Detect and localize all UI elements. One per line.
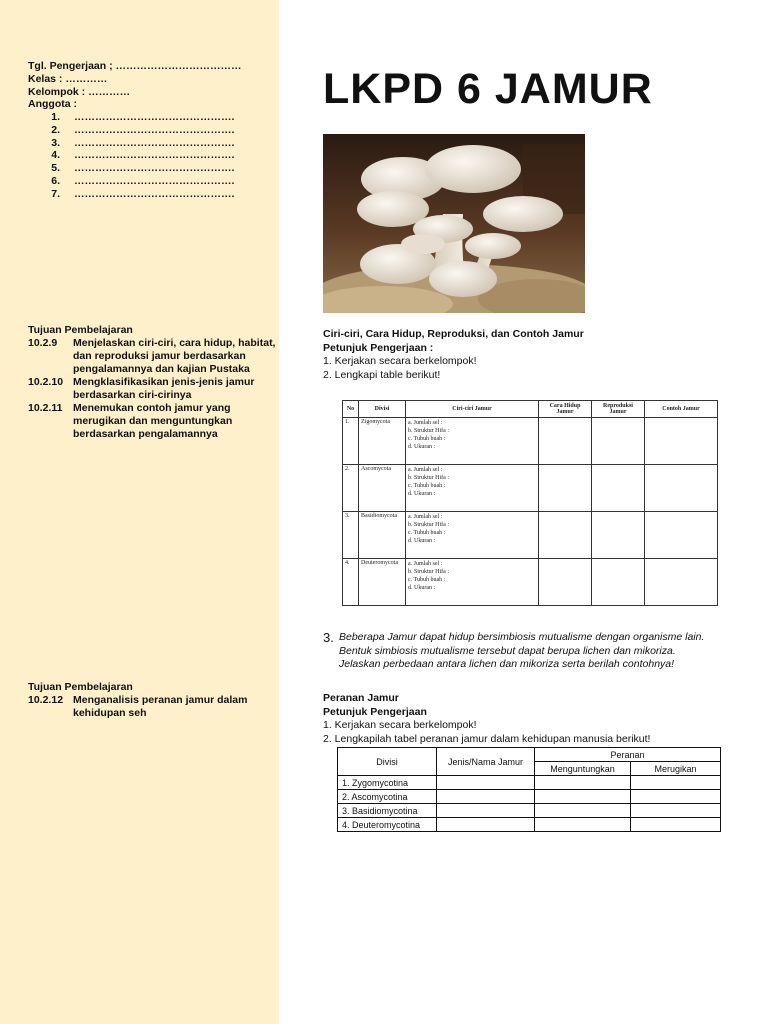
member-line: 3. ……………………………………….: [51, 136, 235, 149]
identity-block: [28, 60, 242, 111]
reproduksi-cell[interactable]: [592, 465, 645, 512]
objective-item: 10.2.10 Mengklasifikasikan jenis-jenis jamur berdasarkan ciri-cirinya: [28, 376, 255, 401]
member-line: 4. ……………………………………….: [51, 149, 235, 162]
merugikan-cell[interactable]: [631, 776, 721, 790]
roles-table: [337, 747, 721, 832]
instruction-step: 2. Lengkapi table berikut!: [323, 368, 441, 381]
traits-cell: a. Jumlah sel : b. Struktur Hifa : c. Tubuh buah : d. Ukuran :: [406, 418, 539, 465]
table-row: 2. Ascomycota a. Jumlah sel : b. Struktur Hifa : c. Tubuh buah : d. Ukuran :: [343, 465, 718, 512]
objectives-heading: Tujuan Pembelajaran: [28, 681, 133, 693]
characteristics-table: [342, 400, 718, 606]
reproduksi-cell[interactable]: [592, 418, 645, 465]
table-header: Jenis/Nama Jamur: [437, 748, 535, 776]
section-characteristics: [323, 328, 584, 382]
table-row: 2. Ascomycotina: [338, 790, 721, 804]
contoh-cell[interactable]: [645, 559, 718, 606]
contoh-cell[interactable]: [645, 512, 718, 559]
table-header: Contoh Jamur: [645, 401, 718, 418]
table-header: Divisi: [359, 401, 406, 418]
menguntungkan-cell[interactable]: [535, 804, 631, 818]
member-line: 6. ……………………………………….: [51, 174, 235, 187]
instruction-step: 1. Kerjakan secara berkelompok!: [323, 355, 477, 367]
objectives-block-1: [28, 324, 283, 441]
table-row: 4. Deuteromycotina: [338, 818, 721, 832]
cara-hidup-cell[interactable]: [539, 559, 592, 606]
objective-item: 10.2.12 Menganalisis peranan jamur dalam kehidupan seh: [28, 694, 248, 719]
member-list: [14, 111, 234, 201]
cara-hidup-cell[interactable]: [539, 512, 592, 559]
menguntungkan-cell[interactable]: [535, 818, 631, 832]
table-header: Merugikan: [631, 762, 721, 776]
section-heading: Ciri-ciri, Cara Hidup, Reproduksi, dan Contoh Jamur: [323, 328, 584, 340]
question-number: 3.: [323, 630, 334, 645]
member-line: 7. ……………………………………….: [51, 187, 235, 200]
traits-cell: a. Jumlah sel : b. Struktur Hifa : c. Tubuh buah : d. Ukuran :: [406, 512, 539, 559]
section-heading: Peranan Jamur: [323, 692, 399, 704]
reproduksi-cell[interactable]: [592, 559, 645, 606]
instruction-step: 2. Lengkapilah tabel peranan jamur dalam kehidupan manusia berikut!: [323, 732, 651, 745]
merugikan-cell[interactable]: [631, 804, 721, 818]
table-header: Menguntungkan: [535, 762, 631, 776]
table-header: Ciri-ciri Jamur: [406, 401, 539, 418]
jenis-cell[interactable]: [437, 790, 535, 804]
section-roles: [323, 692, 650, 746]
table-row: 1. Zigomycota a. Jumlah sel : b. Struktur Hifa : c. Tubuh buah : d. Ukuran :: [343, 418, 718, 465]
jenis-cell[interactable]: [437, 804, 535, 818]
cara-hidup-cell[interactable]: [539, 465, 592, 512]
traits-cell: a. Jumlah sel : b. Struktur Hifa : c. Tubuh buah : d. Ukuran :: [406, 559, 539, 606]
table-header: Cara Hidup Jamur: [539, 401, 592, 418]
instructions-label: Petunjuk Pengerjaan :: [323, 341, 434, 354]
jenis-cell[interactable]: [437, 818, 535, 832]
member-line: 1. ……………………………………….: [51, 111, 235, 123]
instructions-label: Petunjuk Pengerjaan: [323, 705, 427, 718]
instruction-step: 1. Kerjakan secara berkelompok!: [323, 719, 477, 731]
objectives-block-2: [28, 681, 258, 720]
objective-item: 10.2.9 Menjelaskan ciri-ciri, cara hidup, habitat, dan reproduksi jamur berdasarkan pengalamannya dan kajian Pustaka: [28, 337, 276, 375]
member-line: 2. ……………………………………….: [51, 123, 235, 136]
cara-hidup-cell[interactable]: [539, 418, 592, 465]
contoh-cell[interactable]: [645, 465, 718, 512]
objective-item: 10.2.11 Menemukan contoh jamur yang merugikan dan menguntungkan berdasarkan pengalamannya: [28, 402, 233, 440]
question-text: Beberapa Jamur dapat hidup bersimbiosis mutualisme dengan organisme lain. Bentuk simbiosis mutualisme tersebut dapat berupa lichen dan mikoriza. Jelaskan perbedaan antara lichen dan mikoriza serta berilah contohnya!: [339, 631, 705, 670]
question-3: [323, 631, 704, 672]
reproduksi-cell[interactable]: [592, 512, 645, 559]
page-title: LKPD 6 JAMUR: [323, 65, 653, 113]
mushroom-photo: [323, 134, 585, 313]
anggota-label: Anggota :: [28, 98, 77, 111]
member-line: 5. ……………………………………….: [51, 162, 235, 175]
jenis-cell[interactable]: [437, 776, 535, 790]
kelompok-field: Kelompok : …………: [28, 85, 131, 98]
traits-cell: a. Jumlah sel : b. Struktur Hifa : c. Tubuh buah : d. Ukuran :: [406, 465, 539, 512]
menguntungkan-cell[interactable]: [535, 790, 631, 804]
merugikan-cell[interactable]: [631, 818, 721, 832]
menguntungkan-cell[interactable]: [535, 776, 631, 790]
table-header: Reproduksi Jamur: [592, 401, 645, 418]
table-header: Peranan: [535, 748, 721, 762]
objectives-heading: Tujuan Pembelajaran: [28, 324, 133, 336]
contoh-cell[interactable]: [645, 418, 718, 465]
table-row: 3. Basidiomycota a. Jumlah sel : b. Struktur Hifa : c. Tubuh buah : d. Ukuran :: [343, 512, 718, 559]
table-row: 4. Deuteromycota a. Jumlah sel : b. Struktur Hifa : c. Tubuh buah : d. Ukuran :: [343, 559, 718, 606]
table-header: Divisi: [338, 748, 437, 776]
table-header: No: [343, 401, 359, 418]
table-row: 1. Zygomycotina: [338, 776, 721, 790]
tgl-field: Tgl. Pengerjaan ; ………………………………: [28, 60, 242, 72]
merugikan-cell[interactable]: [631, 790, 721, 804]
kelas-field: Kelas : …………: [28, 72, 108, 85]
table-row: 3. Basidiomycotina: [338, 804, 721, 818]
